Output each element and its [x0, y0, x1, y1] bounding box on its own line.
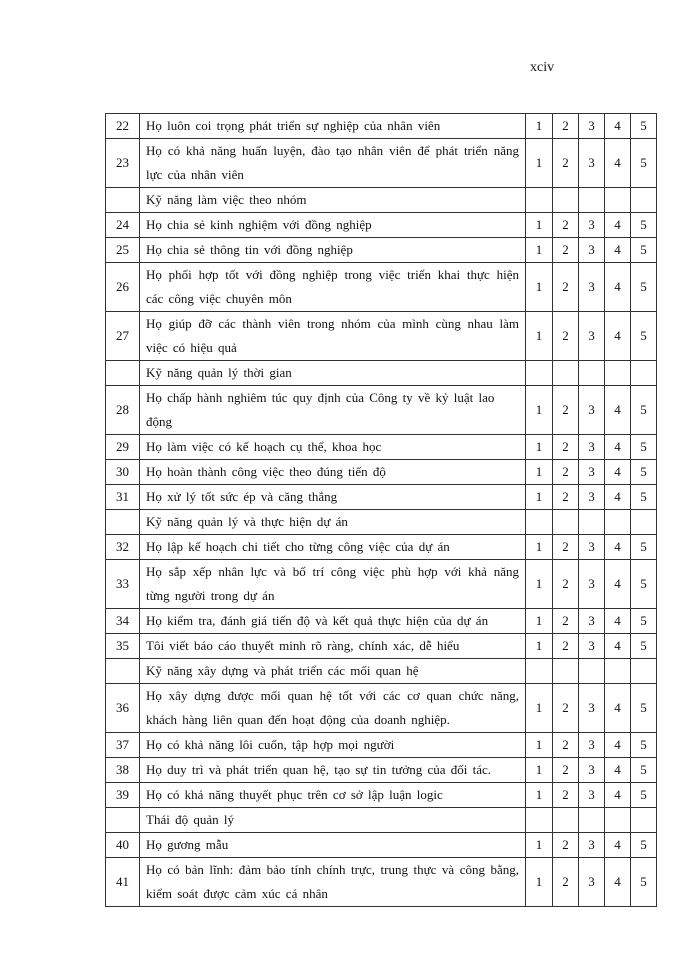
- question-text: Họ chia sẻ thông tin với đồng nghiệp: [140, 238, 526, 263]
- empty-cell: [553, 188, 579, 213]
- section-title: Kỹ năng quản lý và thực hiện dự án: [140, 510, 526, 535]
- rating-option[interactable]: 4: [605, 560, 631, 609]
- empty-cell: [106, 808, 140, 833]
- section-title: Kỹ năng xây dựng và phát triển các mối quan hệ: [140, 659, 526, 684]
- question-row: [106, 312, 657, 361]
- rating-option[interactable]: 5: [631, 263, 657, 312]
- empty-cell: [526, 808, 553, 833]
- rating-option[interactable]: 4: [605, 114, 631, 139]
- question-number: 35: [106, 634, 140, 659]
- rating-option[interactable]: 4: [605, 238, 631, 263]
- empty-cell: [631, 808, 657, 833]
- rating-option[interactable]: 1: [526, 460, 553, 485]
- empty-cell: [605, 361, 631, 386]
- page-number: xciv: [530, 60, 555, 75]
- question-text: Họ có khả năng thuyết phục trên cơ sở lập luận logic: [140, 783, 526, 808]
- empty-cell: [579, 188, 605, 213]
- rating-option[interactable]: 5: [631, 139, 657, 188]
- rating-option[interactable]: 5: [631, 535, 657, 560]
- empty-cell: [631, 510, 657, 535]
- question-row: [106, 858, 657, 907]
- section-title: Kỹ năng làm việc theo nhóm: [140, 188, 526, 213]
- empty-cell: [579, 510, 605, 535]
- question-text: Họ có bản lĩnh: đảm bảo tính chính trực, trung thực và công bằng, kiểm soát được cảm xúc cá nhân: [140, 858, 526, 907]
- rating-option[interactable]: 5: [631, 213, 657, 238]
- rating-option[interactable]: 3: [579, 560, 605, 609]
- question-row: [106, 485, 657, 510]
- section-title: Thái độ quản lý: [140, 808, 526, 833]
- rating-option[interactable]: 3: [579, 609, 605, 634]
- question-number: 39: [106, 783, 140, 808]
- rating-option[interactable]: 3: [579, 238, 605, 263]
- rating-option[interactable]: 3: [579, 758, 605, 783]
- rating-option[interactable]: 2: [553, 560, 579, 609]
- empty-cell: [526, 361, 553, 386]
- empty-cell: [553, 808, 579, 833]
- rating-option[interactable]: 2: [553, 435, 579, 460]
- rating-option[interactable]: 5: [631, 485, 657, 510]
- empty-cell: [106, 361, 140, 386]
- rating-option[interactable]: 3: [579, 684, 605, 733]
- empty-cell: [631, 361, 657, 386]
- rating-option[interactable]: 1: [526, 858, 553, 907]
- rating-option[interactable]: 1: [526, 213, 553, 238]
- question-number: 24: [106, 213, 140, 238]
- rating-option[interactable]: 3: [579, 386, 605, 435]
- rating-option[interactable]: 5: [631, 238, 657, 263]
- question-row: [106, 114, 657, 139]
- question-row: [106, 833, 657, 858]
- question-text: Họ xây dựng được mối quan hệ tốt với các cơ quan chức năng, khách hàng liên quan đến hoạt động của doanh nghiệp.: [140, 684, 526, 733]
- rating-option[interactable]: 1: [526, 312, 553, 361]
- rating-option[interactable]: 3: [579, 634, 605, 659]
- rating-option[interactable]: 3: [579, 783, 605, 808]
- rating-option[interactable]: 2: [553, 263, 579, 312]
- question-row: [106, 609, 657, 634]
- rating-option[interactable]: 3: [579, 263, 605, 312]
- empty-cell: [106, 510, 140, 535]
- empty-cell: [579, 361, 605, 386]
- rating-option[interactable]: 1: [526, 238, 553, 263]
- section-header-row: [106, 808, 657, 833]
- rating-option[interactable]: 1: [526, 833, 553, 858]
- rating-option[interactable]: 3: [579, 435, 605, 460]
- question-row: [106, 386, 657, 435]
- rating-option[interactable]: 5: [631, 858, 657, 907]
- rating-option[interactable]: 4: [605, 758, 631, 783]
- rating-option[interactable]: 4: [605, 684, 631, 733]
- question-row: [106, 213, 657, 238]
- rating-option[interactable]: 2: [553, 783, 579, 808]
- question-row: [106, 535, 657, 560]
- rating-option[interactable]: 2: [553, 386, 579, 435]
- empty-cell: [553, 510, 579, 535]
- question-row: [106, 684, 657, 733]
- rating-option[interactable]: 2: [553, 833, 579, 858]
- rating-option[interactable]: 2: [553, 684, 579, 733]
- section-header-row: [106, 361, 657, 386]
- rating-option[interactable]: 1: [526, 783, 553, 808]
- rating-option[interactable]: 4: [605, 460, 631, 485]
- rating-option[interactable]: 3: [579, 833, 605, 858]
- rating-option[interactable]: 3: [579, 213, 605, 238]
- rating-option[interactable]: 4: [605, 386, 631, 435]
- empty-cell: [553, 659, 579, 684]
- question-number: 23: [106, 139, 140, 188]
- question-text: Tôi viết báo cáo thuyết minh rõ ràng, chính xác, dễ hiểu: [140, 634, 526, 659]
- rating-option[interactable]: 4: [605, 858, 631, 907]
- question-number: 32: [106, 535, 140, 560]
- section-title: Kỹ năng quản lý thời gian: [140, 361, 526, 386]
- rating-option[interactable]: 5: [631, 783, 657, 808]
- empty-cell: [526, 188, 553, 213]
- rating-option[interactable]: 1: [526, 386, 553, 435]
- section-header-row: [106, 659, 657, 684]
- rating-option[interactable]: 3: [579, 460, 605, 485]
- rating-option[interactable]: 1: [526, 758, 553, 783]
- empty-cell: [526, 659, 553, 684]
- question-text: Họ xử lý tốt sức ép và căng thẳng: [140, 485, 526, 510]
- rating-option[interactable]: 1: [526, 609, 553, 634]
- rating-option[interactable]: 5: [631, 114, 657, 139]
- empty-cell: [605, 510, 631, 535]
- question-number: 33: [106, 560, 140, 609]
- rating-option[interactable]: 4: [605, 733, 631, 758]
- question-text: Họ duy trì và phát triển quan hệ, tạo sự tin tưởng của đối tác.: [140, 758, 526, 783]
- rating-option[interactable]: 3: [579, 114, 605, 139]
- rating-option[interactable]: 1: [526, 560, 553, 609]
- rating-option[interactable]: 4: [605, 263, 631, 312]
- rating-option[interactable]: 4: [605, 609, 631, 634]
- rating-option[interactable]: 5: [631, 386, 657, 435]
- rating-option[interactable]: 3: [579, 485, 605, 510]
- rating-option[interactable]: 1: [526, 435, 553, 460]
- section-header-row: [106, 188, 657, 213]
- question-row: [106, 758, 657, 783]
- rating-option[interactable]: 1: [526, 634, 553, 659]
- rating-option[interactable]: 5: [631, 312, 657, 361]
- question-number: 36: [106, 684, 140, 733]
- question-number: 38: [106, 758, 140, 783]
- question-number: 26: [106, 263, 140, 312]
- question-number: 34: [106, 609, 140, 634]
- rating-option[interactable]: 5: [631, 609, 657, 634]
- question-number: 27: [106, 312, 140, 361]
- empty-cell: [579, 808, 605, 833]
- question-row: [106, 560, 657, 609]
- rating-option[interactable]: 1: [526, 684, 553, 733]
- question-number: 41: [106, 858, 140, 907]
- question-text: Họ hoàn thành công việc theo đúng tiến độ: [140, 460, 526, 485]
- rating-option[interactable]: 1: [526, 139, 553, 188]
- rating-option[interactable]: 3: [579, 733, 605, 758]
- rating-option[interactable]: 2: [553, 485, 579, 510]
- rating-option[interactable]: 5: [631, 435, 657, 460]
- rating-option[interactable]: 4: [605, 634, 631, 659]
- rating-option[interactable]: 5: [631, 758, 657, 783]
- rating-option[interactable]: 2: [553, 312, 579, 361]
- question-row: [106, 238, 657, 263]
- question-row: [106, 139, 657, 188]
- rating-option[interactable]: 3: [579, 312, 605, 361]
- empty-cell: [605, 659, 631, 684]
- rating-option[interactable]: 2: [553, 114, 579, 139]
- question-row: [106, 733, 657, 758]
- question-text: Họ giúp đỡ các thành viên trong nhóm của mình cùng nhau làm việc có hiệu quả: [140, 312, 526, 361]
- question-number: 40: [106, 833, 140, 858]
- rating-option[interactable]: 4: [605, 139, 631, 188]
- question-number: 22: [106, 114, 140, 139]
- rating-option[interactable]: 5: [631, 460, 657, 485]
- rating-option[interactable]: 5: [631, 833, 657, 858]
- question-row: [106, 783, 657, 808]
- question-row: [106, 435, 657, 460]
- rating-option[interactable]: 2: [553, 213, 579, 238]
- rating-option[interactable]: 5: [631, 684, 657, 733]
- empty-cell: [553, 361, 579, 386]
- rating-option[interactable]: 5: [631, 634, 657, 659]
- empty-cell: [631, 188, 657, 213]
- question-text: Họ có khả năng lôi cuốn, tập hợp mọi người: [140, 733, 526, 758]
- rating-option[interactable]: 2: [553, 139, 579, 188]
- empty-cell: [631, 659, 657, 684]
- empty-cell: [579, 659, 605, 684]
- question-text: Họ gương mẫu: [140, 833, 526, 858]
- survey-table-body: [106, 114, 657, 907]
- section-header-row: [106, 510, 657, 535]
- rating-option[interactable]: 2: [553, 858, 579, 907]
- rating-option[interactable]: 5: [631, 560, 657, 609]
- rating-option[interactable]: 4: [605, 535, 631, 560]
- empty-cell: [106, 659, 140, 684]
- rating-option[interactable]: 2: [553, 758, 579, 783]
- question-text: Họ lập kế hoạch chi tiết cho từng công việc của dự án: [140, 535, 526, 560]
- rating-option[interactable]: 1: [526, 733, 553, 758]
- question-row: [106, 634, 657, 659]
- empty-cell: [526, 510, 553, 535]
- survey-table: [105, 113, 657, 907]
- rating-option[interactable]: 1: [526, 535, 553, 560]
- rating-option[interactable]: 4: [605, 833, 631, 858]
- question-text: Họ làm việc có kế hoạch cụ thể, khoa học: [140, 435, 526, 460]
- question-row: [106, 460, 657, 485]
- rating-option[interactable]: 3: [579, 535, 605, 560]
- rating-option[interactable]: 4: [605, 485, 631, 510]
- question-row: [106, 263, 657, 312]
- question-number: 30: [106, 460, 140, 485]
- rating-option[interactable]: 2: [553, 238, 579, 263]
- question-text: Họ phối hợp tốt với đồng nghiệp trong việc triển khai thực hiện các công việc chuyên môn: [140, 263, 526, 312]
- rating-option[interactable]: 1: [526, 114, 553, 139]
- empty-cell: [106, 188, 140, 213]
- rating-option[interactable]: 5: [631, 733, 657, 758]
- rating-option[interactable]: 2: [553, 609, 579, 634]
- question-number: 25: [106, 238, 140, 263]
- rating-option[interactable]: 2: [553, 733, 579, 758]
- question-text: Họ kiểm tra, đánh giá tiến độ và kết quả thực hiện của dự án: [140, 609, 526, 634]
- rating-option[interactable]: 2: [553, 634, 579, 659]
- rating-option[interactable]: 4: [605, 213, 631, 238]
- question-text: Họ có khả năng huấn luyện, đào tạo nhân viên để phát triển năng lực của nhân viên: [140, 139, 526, 188]
- rating-option[interactable]: 2: [553, 535, 579, 560]
- rating-option[interactable]: 3: [579, 139, 605, 188]
- question-number: 29: [106, 435, 140, 460]
- rating-option[interactable]: 1: [526, 485, 553, 510]
- rating-option[interactable]: 4: [605, 435, 631, 460]
- rating-option[interactable]: 1: [526, 263, 553, 312]
- empty-cell: [605, 188, 631, 213]
- question-text: Họ sắp xếp nhân lực và bố trí công việc phù hợp với khả năng từng người trong dự án: [140, 560, 526, 609]
- rating-option[interactable]: 4: [605, 312, 631, 361]
- question-text: Họ chia sẻ kinh nghiệm với đồng nghiệp: [140, 213, 526, 238]
- question-number: 31: [106, 485, 140, 510]
- question-text: Họ luôn coi trọng phát triển sự nghiệp của nhân viên: [140, 114, 526, 139]
- rating-option[interactable]: 4: [605, 783, 631, 808]
- question-text: Họ chấp hành nghiêm túc quy định của Công ty về kỷ luật lao động: [140, 386, 526, 435]
- empty-cell: [605, 808, 631, 833]
- question-number: 28: [106, 386, 140, 435]
- rating-option[interactable]: 3: [579, 858, 605, 907]
- question-number: 37: [106, 733, 140, 758]
- rating-option[interactable]: 2: [553, 460, 579, 485]
